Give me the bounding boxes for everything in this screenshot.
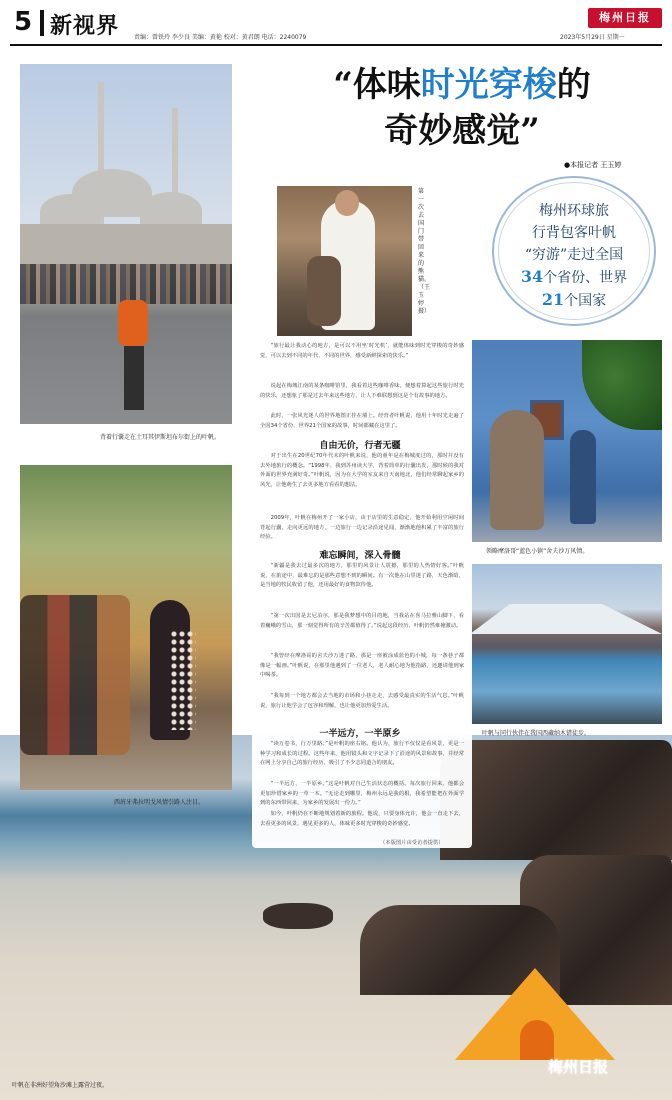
header-rule xyxy=(10,44,662,46)
caption-beach: 叶帆在非洲好望角沙滩上露营过夜。 xyxy=(12,1082,109,1089)
provinces-count: 34 xyxy=(520,267,544,286)
paragraph-5: 2009年，叶帆在梅州开了一家小店，由于店里的生意稳定，他开始利用空闲时间背起行囊，走向更远的地方，一边旅行一边记录沿途见闻，渐渐地他积累了丰富的旅行经验。 xyxy=(260,515,464,541)
caption-dance: 西班牙弗拉明戈风情引路人注目。 xyxy=(114,799,205,806)
page-number: 5 xyxy=(14,7,33,37)
rock-shape xyxy=(263,903,333,929)
subhead-freedom: 自由无价，行者无疆 xyxy=(319,441,401,451)
reporter-byline: ●本报记者 王玉婷 xyxy=(564,161,622,169)
walker-figure xyxy=(570,430,596,524)
tent-door xyxy=(520,1020,554,1060)
paragraph-2: 说起在梅城江南的某条咖啡馆里，我看着这些咖啡香味，便想着算起这些旅行时光的快乐，还想象了那是过去年来这些地方，让人不难联想到这是个有故事的地方。 xyxy=(260,383,464,399)
title-part1: “体味 xyxy=(333,65,421,105)
dancer-figure xyxy=(140,560,200,745)
paragraph-6: “新疆是我去过最多次的地方，那里的风景让人震撼，那里的人热情好客。”叶帆说，在旅途中，最难忘的是那些意想不到的瞬间。有一次他在山里迷了路，天色渐暗，是当地的牧民收留了他，还用最好的食物款待他。 xyxy=(260,563,464,589)
snow-mountain xyxy=(470,604,662,634)
hiker-figure xyxy=(112,286,156,416)
summary-line4 xyxy=(504,266,644,289)
paragraph-4: 对于出生在20世纪70年代末的叶帆来说，他的童年是在梅城度过的，那时并没有去外地旅行的概念。“1998年，我到苏州读大学，背着简单的行囊出发，那时候的我对外面的世界充满好奇。”叶帆说，因为在大学的室友来自天南地北，他们经常聊起家乡的风光，让他萌生了去更多地方看看的想法。 xyxy=(260,453,464,488)
newspaper-logo: 梅州日报 xyxy=(588,8,662,28)
summary-line5 xyxy=(504,289,644,312)
title-highlight: 时光穿梭 xyxy=(420,65,557,105)
chefchaouen-photo xyxy=(470,340,662,542)
paragraph-10: “读万卷书，行万里路。”是叶帆的座右铭。他认为，旅行不仅仅是看风景，更是一种学习和成长的过程。这些年来，他用镜头和文字记录下了沿途的风景和故事，并经常在网上分享自己的旅行经历，吸引了不少志同道合的朋友。 xyxy=(260,741,464,767)
summary-line1: 梅州环球旅 xyxy=(539,203,609,219)
caption-mosque: 背着行囊走在土耳其伊斯坦布尔街上的叶帆。 xyxy=(100,434,221,441)
title-line2: 奇妙感觉” xyxy=(384,111,540,151)
tree xyxy=(582,340,662,430)
summary-line5-text: 个国家 xyxy=(564,293,607,309)
article-title xyxy=(272,62,652,154)
hiker-legs xyxy=(124,346,144,410)
summary-line3: “穷游”走过全国 xyxy=(524,247,624,263)
portrait-photo xyxy=(277,186,412,336)
caption-blue-town: 领略摩洛哥“蓝色小镇”舍夫沙万风情。 xyxy=(486,548,589,555)
paragraph-3: 此时，一张风光迷人的世界地图正挂在墙上。经营者叶帆说，他用十年时光走遍了全国34个省份、世界21个国家的故事，时间都藏在这里了。 xyxy=(260,413,464,429)
issue-date: 2023年5月29日 星期一 xyxy=(560,34,625,41)
paragraph-12: 如今，叶帆仍在不断地规划着新的旅程。他说，只要身体允许，他会一直走下去，去看更多的风景，遇见更多的人，体味更多时光穿梭的奇妙感觉。 xyxy=(260,811,464,827)
man-head xyxy=(335,190,359,216)
section-name: 新视界 xyxy=(50,13,120,39)
portrait-caption: 第一次去国门带回来的熊猫。（王玉婷 摄） xyxy=(418,188,431,315)
subhead-memorable: 难忘瞬间，深入骨髓 xyxy=(319,551,401,561)
backpack xyxy=(118,300,148,346)
summary-line2: 行背包客叶帆 xyxy=(532,225,616,241)
paragraph-9: “我每到一个地方都会去当地的市场和小巷走走，去感受最真实的生活气息。”叶帆说，旅行让他学会了包容和理解，也让他更加热爱生活。 xyxy=(260,693,464,709)
header-divider xyxy=(40,10,44,36)
dress-pattern xyxy=(170,630,196,730)
paragraph-8: “我曾经在摩洛哥的舍夫沙万迷了路，那是一座被涂成蓝色的小城，每一条巷子都像是一幅画。”叶帆说，在那里他遇到了一位老人，老人耐心地为他指路，还邀请他到家中喝茶。 xyxy=(260,653,464,679)
title-part2: 的 xyxy=(556,65,591,105)
walker-figure xyxy=(490,410,544,530)
namtso-lake-photo xyxy=(470,564,662,724)
summary-line4-text: 个省份、世界 xyxy=(543,270,628,286)
panda-toy xyxy=(307,256,341,326)
cliff-shape xyxy=(440,740,672,860)
paragraph-11: “一半远方，一半原乡。”这是叶帆对自己生活状态的概括。每次旅行回来，他都会更加珍惜家乡的一草一木。“无论走到哪里，梅州永远是我的根，我希望能把在外面学到的东西带回来，为家乡的发展出一份力。” xyxy=(260,781,464,807)
istanbul-photo xyxy=(20,64,232,424)
subhead-hometown: 一半远方，一半原乡 xyxy=(319,729,401,739)
photo-source-note: （本版图片由受访者提供） xyxy=(380,840,444,846)
page-header xyxy=(0,0,672,46)
mosque-base xyxy=(20,224,232,264)
countries-count: 21 xyxy=(541,290,565,309)
flamenco-photo xyxy=(20,465,232,790)
editor-credits: 责编：曾铁玲 李少良 美编：黄艳 校对：黄君朗 电话：2240079 xyxy=(134,34,307,41)
paragraph-intro: “旅行最让我动心的地方，是可以不用坐‘时光机’，就能体味到时光穿梭的奇妙感觉，可以去到不同的年代、不同的世界，感受新鲜探索的快乐。” xyxy=(260,343,464,359)
musicians xyxy=(20,595,130,755)
summary-text xyxy=(504,200,644,312)
caption-lake: 叶帆与同行伙伴在我国西藏纳木错徒步。 xyxy=(482,730,591,737)
paragraph-7: “第一次出国是去尼泊尔，那是我梦想中的目的地，当我站在喜马拉雅山脚下，看着巍峨的雪山，那一刻觉得所有的辛苦都值得了。”说起这段经历，叶帆仍然难掩激动。 xyxy=(260,613,464,629)
watermark-logo: 梅州日报 xyxy=(548,1058,609,1076)
